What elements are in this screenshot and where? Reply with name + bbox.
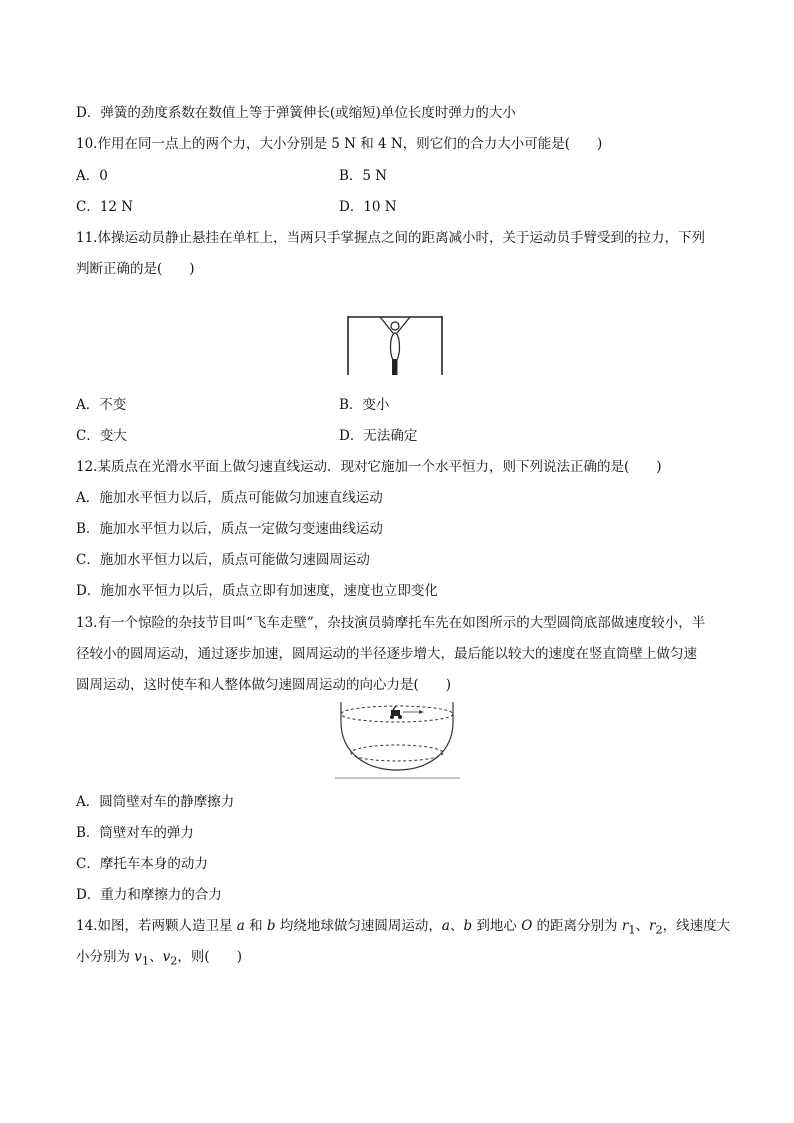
question-13-stem-line1: 13.有一个惊险的杂技节目叫“飞车走壁”，杂技演员骑摩托车先在如图所示的大型圆筒底部做速度较小，半 xyxy=(76,615,706,631)
q12-option-b: B．施加水平恒力以后，质点一定做匀变速曲线运动 xyxy=(76,521,383,537)
horizontal-bar-gymnast-figure xyxy=(344,313,448,377)
question-10-stem: 10.作用在同一点上的两个力，大小分别是 5 N 和 4 N，则它们的合力大小可能是( ) xyxy=(76,136,603,152)
question-11-stem-line2: 判断正确的是( ) xyxy=(76,261,195,277)
question-14-stem-line2: 小分别为 $v_1$、$v_2$，则( ) xyxy=(76,949,242,968)
q13-option-c: C．摩托车本身的动力 xyxy=(76,856,208,872)
option-d-q9: D．弹簧的劲度系数在数值上等于弹簧伸长(或缩短)单位长度时弹力的大小 xyxy=(76,105,516,121)
q13-option-d: D．重力和摩擦力的合力 xyxy=(76,887,222,903)
question-11-stem-line1: 11.体操运动员静止悬挂在单杠上，当两只手掌握点之间的距离减小时，关于运动员手臂受到的拉力，下列 xyxy=(76,230,705,246)
question-13-stem-line2: 径较小的圆周运动，通过逐步加速，圆周运动的半径逐步增大，最后能以较大的速度在竖直筒壁上做匀速 xyxy=(76,646,697,662)
q10-option-d: D．10 N xyxy=(339,199,397,215)
question-14-stem-line1: 14.如图，若两颗人造卫星 a 和 b 均绕地球做匀速圆周运动，a、b 到地心 O 的距离分别为 $r_1$、$r_2$，线速度大 xyxy=(76,918,731,937)
q12-option-c: C．施加水平恒力以后，质点可能做匀速圆周运动 xyxy=(76,552,370,568)
q11-option-b: B．变小 xyxy=(339,397,390,413)
question-12-stem: 12.某质点在光滑水平面上做匀速直线运动．现对它施加一个水平恒力，则下列说法正确的是( ) xyxy=(76,459,662,475)
q13-option-a: A．圆筒壁对车的静摩擦力 xyxy=(76,794,235,810)
q12-option-d: D．施加水平恒力以后，质点立即有加速度，速度也立即变化 xyxy=(76,583,438,599)
q11-option-c: C．变大 xyxy=(76,428,127,444)
q13-option-b: B．筒壁对车的弹力 xyxy=(76,825,194,841)
q10-option-a: A．0 xyxy=(76,168,108,184)
question-13-stem-line3: 圆周运动，这时使车和人整体做匀速圆周运动的向心力是( ) xyxy=(76,677,452,693)
wall-of-death-cylinder-figure xyxy=(335,700,460,780)
q11-option-d: D．无法确定 xyxy=(339,428,418,444)
q10-option-b: B．5 N xyxy=(339,168,388,184)
q11-option-a: A．不变 xyxy=(76,397,127,413)
q10-option-c: C．12 N xyxy=(76,199,134,215)
q12-option-a: A．施加水平恒力以后，质点可能做匀加速直线运动 xyxy=(76,490,383,506)
